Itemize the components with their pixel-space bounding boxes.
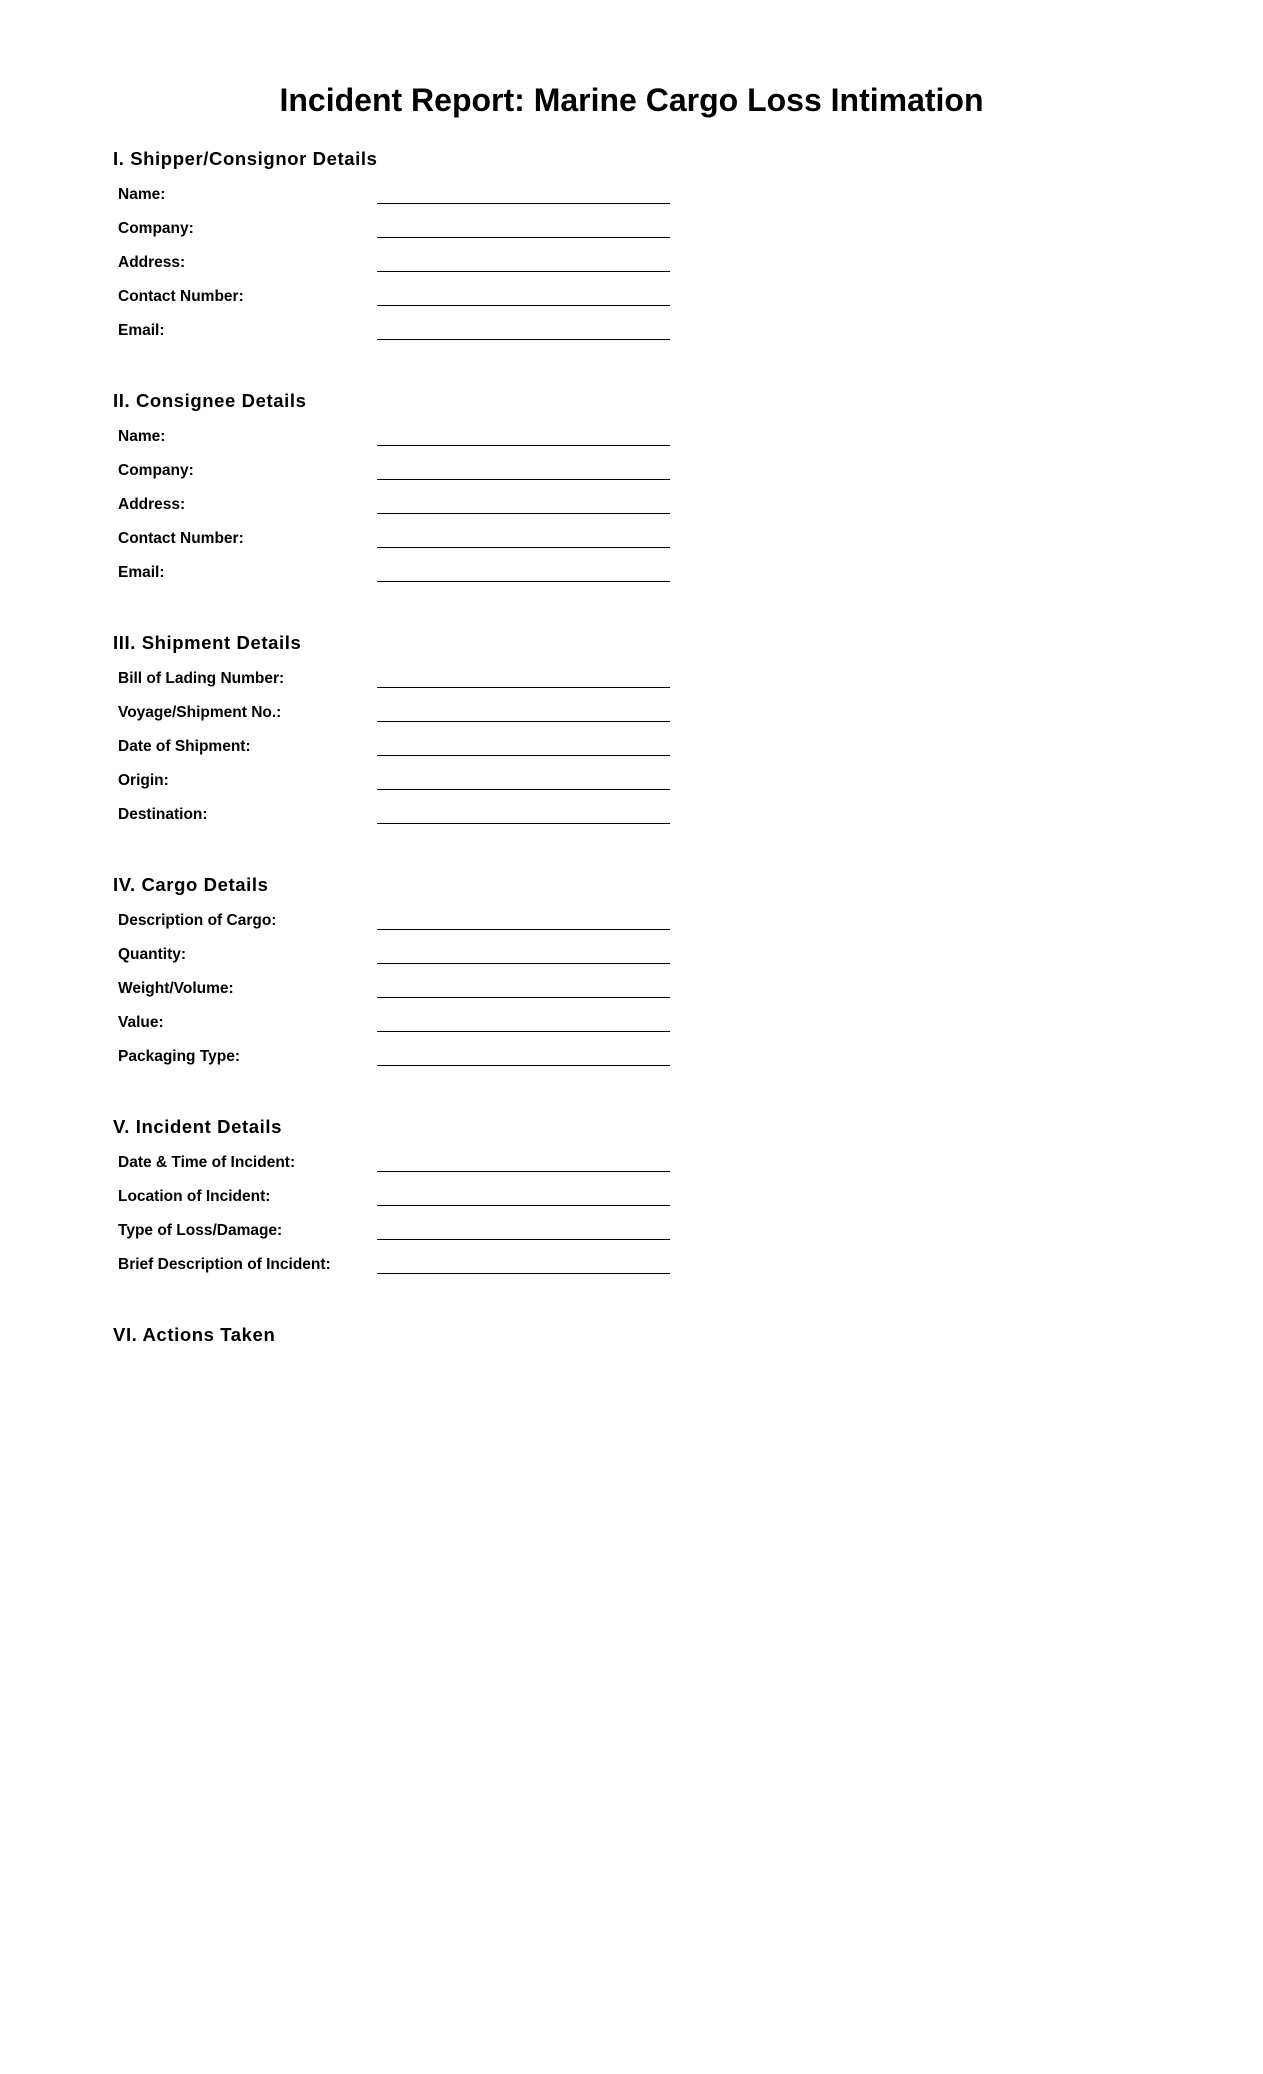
field-row-bill-of-lading	[113, 666, 1153, 700]
field-label: Weight/Volume:	[118, 980, 234, 997]
field-label: Address:	[118, 496, 186, 513]
consignee-email-field[interactable]	[377, 581, 670, 582]
field-row-quantity	[113, 942, 1153, 976]
field-row-incident-description	[113, 1252, 1153, 1286]
field-row-date-of-shipment	[113, 734, 1153, 768]
cargo-description-field[interactable]	[377, 929, 670, 930]
field-row-voyage-shipment-no	[113, 700, 1153, 734]
field-row-incident-location	[113, 1184, 1153, 1218]
section-heading: V. Incident Details	[113, 1116, 283, 1137]
value-field[interactable]	[377, 1031, 670, 1032]
field-label: Company:	[118, 462, 194, 479]
consignee-address-field[interactable]	[377, 513, 670, 514]
consignee-contact-number-field[interactable]	[377, 547, 670, 548]
field-label: Description of Cargo:	[118, 912, 277, 929]
origin-field[interactable]	[377, 789, 670, 790]
field-label: Brief Description of Incident:	[118, 1256, 331, 1273]
field-row-shipper-address	[113, 250, 1153, 284]
field-row-loss-damage-type	[113, 1218, 1153, 1252]
shipper-contact-number-field[interactable]	[377, 305, 670, 306]
field-row-shipper-name	[113, 182, 1153, 216]
section-heading: I. Shipper/Consignor Details	[113, 148, 378, 169]
field-label: Quantity:	[118, 946, 187, 963]
field-row-consignee-company	[113, 458, 1153, 492]
field-label: Packaging Type:	[118, 1048, 241, 1065]
bill-of-lading-field[interactable]	[377, 687, 670, 688]
field-label: Bill of Lading Number:	[118, 670, 285, 687]
voyage-shipment-no-field[interactable]	[377, 721, 670, 722]
shipper-address-field[interactable]	[377, 271, 670, 272]
weight-volume-field[interactable]	[377, 997, 670, 998]
field-label: Value:	[118, 1014, 164, 1031]
document-title: Incident Report: Marine Cargo Loss Intimation	[279, 82, 984, 118]
field-label: Date & Time of Incident:	[118, 1154, 296, 1171]
field-row-packaging-type	[113, 1044, 1153, 1078]
section-shipper-consignor	[113, 147, 1153, 352]
field-row-cargo-description	[113, 908, 1153, 942]
field-row-consignee-email	[113, 560, 1153, 594]
shipper-email-field[interactable]	[377, 339, 670, 340]
field-label: Company:	[118, 220, 194, 237]
consignee-name-field[interactable]	[377, 445, 670, 446]
field-label: Contact Number:	[118, 530, 244, 547]
field-label: Origin:	[118, 772, 169, 789]
field-label: Location of Incident:	[118, 1188, 271, 1205]
quantity-field[interactable]	[377, 963, 670, 964]
field-row-consignee-address	[113, 492, 1153, 526]
field-label: Voyage/Shipment No.:	[118, 704, 282, 721]
consignee-company-field[interactable]	[377, 479, 670, 480]
shipper-company-field[interactable]	[377, 237, 670, 238]
section-cargo	[113, 873, 1153, 1078]
field-label: Name:	[118, 428, 166, 445]
report-form	[113, 147, 1153, 1384]
section-actions-taken	[113, 1323, 1153, 1347]
field-label: Type of Loss/Damage:	[118, 1222, 283, 1239]
section-shipment	[113, 631, 1153, 836]
field-label: Email:	[118, 322, 165, 339]
field-row-origin	[113, 768, 1153, 802]
loss-damage-type-field[interactable]	[377, 1239, 670, 1240]
field-row-consignee-contact-number	[113, 526, 1153, 560]
packaging-type-field[interactable]	[377, 1065, 670, 1066]
field-label: Email:	[118, 564, 165, 581]
field-row-shipper-company	[113, 216, 1153, 250]
field-row-incident-datetime	[113, 1150, 1153, 1184]
section-incident	[113, 1115, 1153, 1286]
section-heading: II. Consignee Details	[113, 390, 307, 411]
field-label: Destination:	[118, 806, 208, 823]
incident-location-field[interactable]	[377, 1205, 670, 1206]
field-row-consignee-name	[113, 424, 1153, 458]
field-row-shipper-email	[113, 318, 1153, 352]
section-heading: VI. Actions Taken	[113, 1324, 276, 1345]
shipper-name-field[interactable]	[377, 203, 670, 204]
section-heading: III. Shipment Details	[113, 632, 302, 653]
field-row-shipper-contact-number	[113, 284, 1153, 318]
field-label: Address:	[118, 254, 186, 271]
field-label: Name:	[118, 186, 166, 203]
field-row-destination	[113, 802, 1153, 836]
section-consignee	[113, 389, 1153, 594]
destination-field[interactable]	[377, 823, 670, 824]
section-heading: IV. Cargo Details	[113, 874, 269, 895]
field-label: Date of Shipment:	[118, 738, 251, 755]
incident-datetime-field[interactable]	[377, 1171, 670, 1172]
field-row-weight-volume	[113, 976, 1153, 1010]
incident-description-field[interactable]	[377, 1273, 670, 1274]
field-row-value	[113, 1010, 1153, 1044]
field-label: Contact Number:	[118, 288, 244, 305]
date-of-shipment-field[interactable]	[377, 755, 670, 756]
